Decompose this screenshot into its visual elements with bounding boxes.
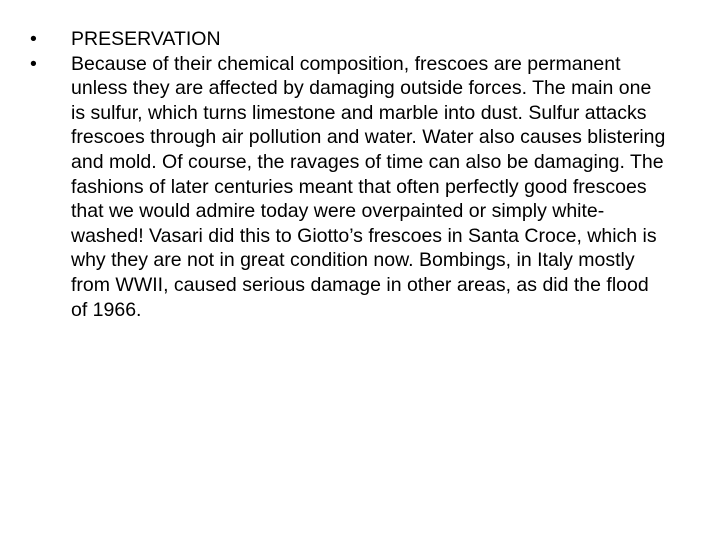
bullet-item-body: [30, 52, 670, 323]
bullet-icon: •: [30, 28, 37, 50]
body-paragraph: Because of their chemical composition, frescoes are permanent unless they are affected by damaging outside forces. The main one is sulfur, which turns limestone and marble into dust. Sulfur attacks frescoes through air pollution and water. Water also causes blistering and mold. Of course, the ravages of time can also be damaging. The fashions of later centuries meant that often perfectly good frescoes that we would admire today were overpainted or simply white-washed! Vasari did this to Giotto’s frescoes in Santa Croce, which is why they are not in great condition now. Bombings, in Italy mostly from WWII, caused serious damage in other areas, as did the flood of 1966.: [71, 52, 666, 321]
bullet-list: [30, 27, 670, 322]
bullet-icon: •: [30, 52, 37, 75]
heading-text: PRESERVATION: [71, 28, 221, 50]
bullet-item-heading: [30, 27, 670, 52]
